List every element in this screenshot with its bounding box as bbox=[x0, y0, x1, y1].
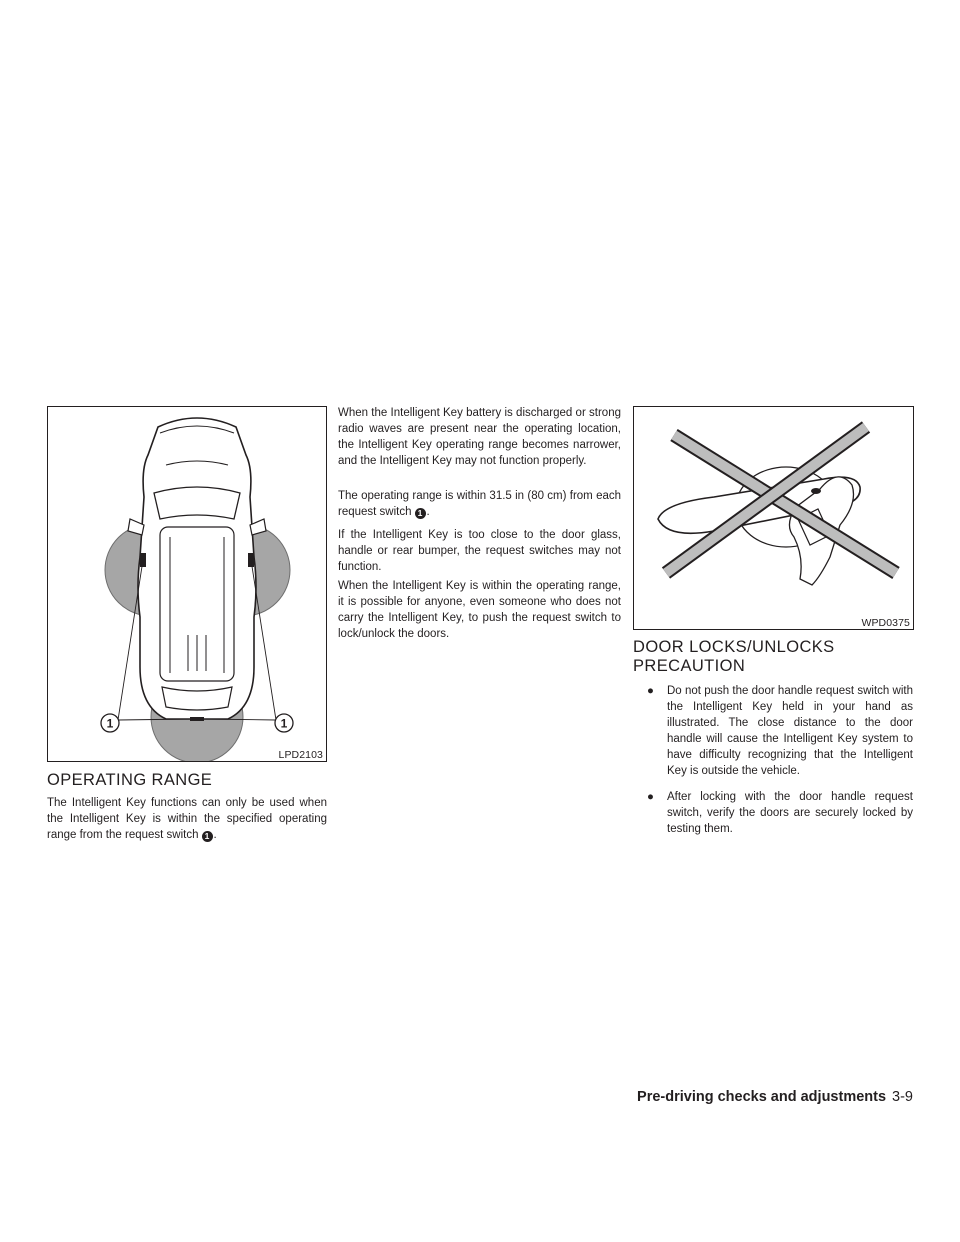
operating-range-heading: OPERATING RANGE bbox=[47, 771, 213, 789]
operating-range-para-1 bbox=[47, 795, 327, 843]
callout-ref-1: 1 bbox=[202, 831, 213, 842]
operating-range-para-5: When the Intelligent Key is within the operating range, it is possible for anyone, even someone who does not carry the Intelligent Key, to push the request switch to lock/unlock the doors. bbox=[338, 580, 621, 640]
figure-code: WPD0375 bbox=[857, 616, 913, 629]
door-handle-precaution-figure bbox=[633, 406, 914, 630]
bullet-icon: ● bbox=[647, 685, 654, 697]
operating-range-para-3-end: . bbox=[426, 506, 430, 518]
bullet-text: After locking with the door handle request switch, verify the doors are securely locked by testing them. bbox=[667, 791, 913, 835]
callout-1-left-label: 1 bbox=[106, 716, 114, 731]
callout-1-right-label: 1 bbox=[280, 716, 288, 731]
request-switch-button bbox=[811, 488, 821, 494]
door-locks-heading-line-2: PRECAUTION bbox=[633, 657, 746, 675]
rear-window bbox=[162, 687, 232, 710]
list-item bbox=[647, 683, 913, 779]
door-handle-illustration bbox=[634, 407, 913, 629]
page-number: 3-9 bbox=[892, 1089, 913, 1105]
operating-range-para-1-text: The Intelligent Key functions can only be used when the Intelligent Key is within the specified operating range from the request switch bbox=[47, 797, 327, 841]
operating-range-para-3 bbox=[338, 488, 621, 520]
door-locks-precaution-list bbox=[647, 683, 913, 847]
bullet-text: Do not push the door handle request switch with the Intelligent Key held in your hand as illustrated. The close distance to the door handle will cause the Intelligent Key system to have difficulty recognizing that the Intelligent Key is outside the vehicle. bbox=[667, 685, 913, 777]
operating-range-para-2: When the Intelligent Key battery is discharged or strong radio waves are present near the operating location, the Intelligent Key operating range becomes narrower, and the Intelligent Key may not function properly. bbox=[338, 407, 621, 467]
figure-code: LPD2103 bbox=[275, 748, 326, 761]
door-locks-heading-line-1: DOOR LOCKS/UNLOCKS bbox=[633, 638, 835, 656]
page-footer bbox=[637, 1088, 913, 1106]
list-item bbox=[647, 789, 913, 837]
operating-range-figure bbox=[47, 406, 327, 762]
operating-range-para-1-end: . bbox=[213, 829, 217, 841]
operating-range-para-3-text: The operating range is within 31.5 in (80 cm) from each request switch bbox=[338, 490, 621, 518]
callout-ref-1-b: 1 bbox=[415, 508, 426, 519]
footer-section-title: Pre-driving checks and adjustments bbox=[637, 1089, 887, 1105]
bullet-icon: ● bbox=[647, 791, 654, 803]
operating-range-para-4: If the Intelligent Key is too close to the door glass, handle or rear bumper, the request switches may not function. bbox=[338, 529, 621, 573]
door-locks-heading bbox=[633, 638, 914, 676]
windshield bbox=[154, 487, 240, 519]
vehicle-top-view-illustration bbox=[48, 407, 326, 761]
